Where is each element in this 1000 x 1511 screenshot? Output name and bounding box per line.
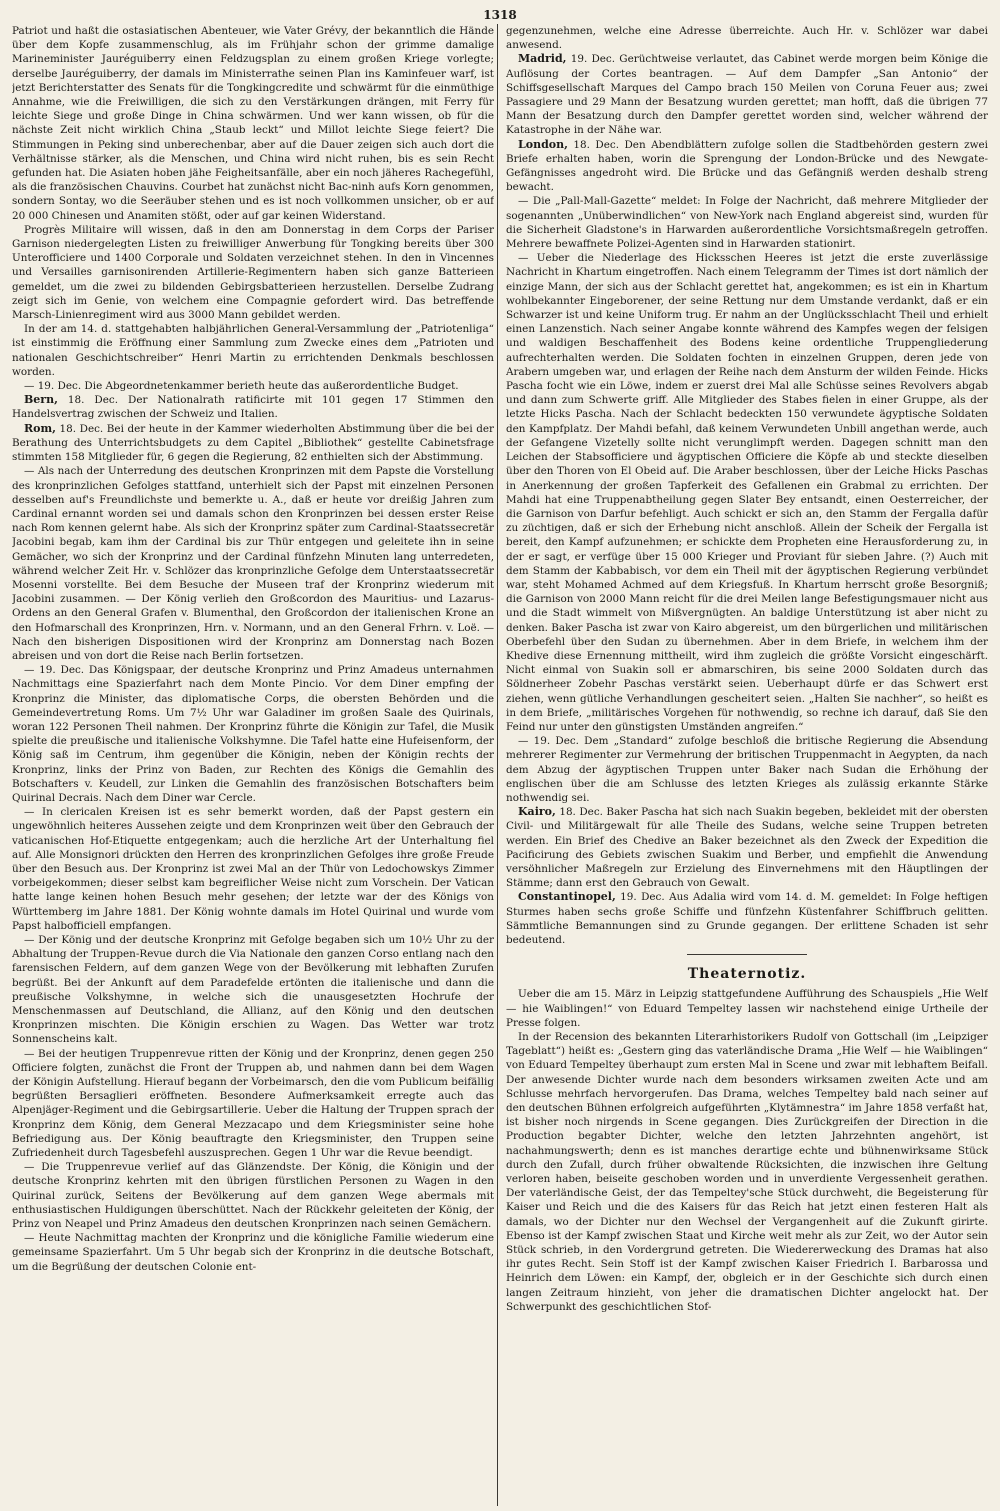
article-paragraph [12, 1160, 494, 1231]
paragraph-text: Progrès Militaire will wissen, daß in den am Donnerstag in dem Corps der Pariser Garnison niedergelegten Listen zu freiwilliger Anwerbung für Tongking bereits über 300 Unterofficiere und 1400 Corporale und Soldaten verzeichnet stehen. In den in Vincennes und Versailles garnisonirenden Artillerie-Regimentern haben sich ganze Batterieen gemeldet, um die zwei zu bildenden Gebirgsbatterieen herzustellen. Derselbe Zudrang zeigt sich im Genie, von welchem eine Compagnie gefordert wird. Das betreffende Marsch-Linienregiment wird aus 3000 Mann gebildet werden. [12, 223, 494, 322]
paragraph-text: 19. Dec. Gerüchtweise verlautet, das Cabinet werde morgen beim Könige die Auflösung der Cortes beantragen. — Auf dem Dampfer „San Antonio“ der Schiffsgesellschaft Marques del Campo brach 150 Meilen von Coruna Feuer aus; zwei Passagiere und 29 Mann der Besatzung wurden gerettet; man hofft, daß die übrigen 77 Mann der Besatzung durch den Dampfer gerettet worden sind, welcher während der Katastrophe in der Nähe war. [506, 53, 988, 137]
article-paragraph [12, 223, 494, 322]
article-paragraph [506, 805, 988, 890]
dateline: Kairo, [518, 805, 556, 819]
paragraph-text: — Bei der heutigen Truppenrevue ritten der König und der Kronprinz, denen gegen 250 Officiere folgten, zunächst die Front der Truppen ab, und nahmen dann bei dem Wagen der Königin Aufstellung. Hierauf begann der Vorbeimarsch, den die vom Publicum beifällig begrüßten Bersaglieri eröffneten. Besondere Aufmerksamkeit erregte auch das Alpenjäger-Regiment und die Gebirgsartillerie. Ueber die Haltung der Truppen sprach der Kronprinz dem König, dem General Mezzacapo und dem Kriegsminister seine hohe Befriedigung aus. Der König beauftragte den Kriegsminister, den Truppen seine Zufriedenheit durch Tagesbefehl auszusprechen. Gegen 1 Uhr war die Revue beendigt. [12, 1047, 494, 1160]
paragraph-text: Patriot und haßt die ostasiatischen Abenteuer, wie Vater Grévy, der bekanntlich die Hände über dem Kopfe zusammenschlug, als im Frühjahr schon der grimme damalige Marineminister Jauréguiberry einen Feldzugsplan zu einem großen Kriege vorlegte; derselbe Jauréguiberry, der damals im Ministerrathe seinen Plan ins Kaminfeuer warf, ist jetzt Berichterstatter des Senats für die Tongkingcredite und schwärmt für die einmüthige Annahme, wie die Freiwilligen, die sich zu den Verstärkungen drängen, mit Ferry für leichte Siege und große Dinge in China schwärmen. Und wer kann wissen, ob für die nächste Zeit nicht wirklich China „Staub leckt“ und Millot leichte Siege feiert? Die Stimmungen in Peking sind unberechenbar, aber auf die Dauer zeigen sich auch dort die Verhältnisse stärker, als die Menschen, und China wird nicht ruhen, bis es sein Recht gefunden hat. Die Asiaten hoben jähe Feigheitsanfälle, aber ein noch jäheres Rachegefühl, als die französischen Chauvins. Courbet hat zunächst nicht Bac-ninh aufs Korn genommen, sondern Sontay, wo die Seeräuber stehen und es ist noch vollkommen unsicher, ob er auf 20 000 Chinesen und Anamiten stößt, oder auf gar keinen Widerstand. [12, 25, 494, 222]
article-paragraph [12, 24, 494, 223]
section-separator [506, 951, 988, 957]
article-paragraph [12, 322, 494, 379]
article-paragraph [12, 464, 494, 663]
article-paragraph [506, 251, 988, 734]
paragraph-text: — 19. Dec. Die Abgeordnetenkammer berieth heute das außerordentliche Budget. [24, 380, 459, 393]
article-paragraph [12, 663, 494, 805]
article-paragraph [12, 379, 494, 393]
paragraph-text: — Die Truppenrevue verlief auf das Glänzendste. Der König, die Königin und der deutsche Kronprinz kehrten mit den übrigen fürstlichen Personen zu Wagen in den Quirinal zurück, Seitens der Bevölkerung auf dem ganzen Wege abermals mit enthusiastischen Huldigungen überschüttet. Nach der Rückkehr geleiteten der König, der Prinz von Neapel und Prinz Amadeus den deutschen Kronprinzen nach seinen Gemächern. [12, 1161, 494, 1231]
article-paragraph [12, 805, 494, 933]
paragraph-text: — Die „Pall-Mall-Gazette“ meldet: In Folge der Nachricht, daß mehrere Mitglieder der sogenannten „Unüberwindlichen“ von New-York nach England abgereist sind, wurden für die Sicherheit Gladstone's in Harwarden außerordentliche Vorsichtsmaßregeln getroffen. Mehrere bewaffnete Polizei-Agenten sind in Harwarden stationirt. [506, 195, 988, 251]
paragraph-text: — Ueber die Niederlage des Hicksschen Heeres ist jetzt die erste zuverlässige Nachricht in Khartum eingetroffen. Nach einem Telegramm der Times ist dort nämlich der einzige Mann, der sich aus der Schlacht gerettet hat, angekommen; es ist ein in Khartum wohlbekannter Eingeborener, der seine Rettung nur dem Umstande verdankt, daß er ein Schwarzer ist und keine Uniform trug. Er nahm an der Unglücksschlacht Theil und erhielt einen Lanzenstich. Nach seiner Angabe konnte während des Kampfes wegen der felsigen und waldigen Beschaffenheit des Bodens keine ordentliche Truppengliederung aufrechterhalten werden. Die Soldaten fochten in einzelnen Gruppen, deren jede von Arabern umgeben war, und erlagen der Reihe nach dem Ansturm der wilden Feinde. Hicks Pascha focht wie ein Löwe, indem er zuerst drei Mal alle Schüsse seines Revolvers abgab und dann zum Schwerte griff. Alle Mitglieder des Stabes fielen in einer Gruppe, als der letzte Hicks Pascha. Nach der Schlacht bedeckten 150 verwundete ägyptische Soldaten den Kampfplatz. Der Mahdi befahl, daß keinem Verwundeten Unbill angethan werde, auch der Gefangene Vizetelly sollte nicht verunglimpft werden. Dagegen schnitt man den Leichen der Stabsofficiere und ägyptischen Officiere die Köpfe ab und steckte dieselben über den Thoren von El Obeid auf. Die Araber beschlossen, über der Leiche Hicks Paschas in Anerkennung der großen Tapferkeit des Gefallenen ein Grabmal zu errichten. Der Mahdi hat eine Truppenabtheilung gegen Slater Bey entsandt, einen Oesterreicher, der die Garnison von Darfur befehligt. Auch schickt er sich an, den Stamm der Fergalla dafür zu züchtigen, daß er sich der Erhebung nicht anschloß. Allein der Scheik der Fergalla ist bereit, den Kampf aufzunehmen; er schickte dem Propheten eine Herausforderung zu, in der er sagt, er verfüge über 15 000 Krieger und Proviant für sieben Jahre. (?) Auch mit dem Stamm der Kabbabisch, vor dem ein Theil mit der ägyptischen Regierung verbündet war, steht Mohamed Achmed auf dem Kriegsfuß. In Khartum herrscht große Besorgniß; die Garnison von 2000 Mann reicht für die drei Meilen lange Befestigungsmauer nicht aus und die Stadt wimmelt von Mißvergnügten. An baldige Unterstützung ist aber nicht zu denken. Baker Pascha ist zwar von Kairo abgereist, um den bürgerlichen und militärischen Oberbefehl über den Sudan zu übernehmen. Aber in dem Briefe, in welchem ihm der Khedive diese Ernennung mittheilt, wird ihm zugleich die größte Vorsicht eingeschärft. Nicht einmal von Suakin soll er abmarschiren, bis seine 2000 Soldaten durch das Söldnerheer Zobehr Paschas verstärkt seien. Ueberhaupt dürfe er das Schwert erst ziehen, wenn gütliche Verhandlungen gescheitert seien. „Halten Sie nachher“, so heißt es in dem Briefe, „militärisches Vorgehen für nothwendig, so rechne ich darauf, daß Sie den Feind nur unter den günstigsten Umständen angreifen.“ [506, 252, 988, 733]
article-paragraph [506, 194, 988, 251]
paragraph-text: — Als nach der Unterredung des deutschen Kronprinzen mit dem Papste die Vorstellung des kronprinzlichen Gefolges stattfand, unterhielt sich der Papst mit einzelnen Personen desselben auf's Freundlichste und bemerkte u. A., daß er heute vor dreißig Jahren zum Cardinal ernannt worden sei und damals schon den Kronprinzen bei dessen erster Reise nach Rom kennen gelernt habe. Als sich der Kronprinz später zum Cardinal-Staatssecretär Jacobini begab, kam ihm der Cardinal bis zur Thür entgegen und geleitete ihn in seine Gemächer, wo sich der Kronprinz und der Cardinal fünfzehn Minuten lang unterredeten, während welcher Zeit Hr. v. Schlözer das kronprinzliche Gefolge dem Unterstaatssecretär Mosenni vorstellte. Bei dem Besuche der Museen traf der Kronprinz wiederum mit Jacobini zusammen. — Der König verlieh den Großcordon des Mauritius- und Lazarus-Ordens an den General Grafen v. Blumenthal, den Großcordon der italienischen Krone an den Hofmarschall des Kronprinzen, Hrn. v. Normann, und an den General Frhrn. v. Loë. — Nach den bisherigen Dispositionen wird der Kronprinz am Donnerstag nach Bozen abreisen und von dort die Reise nach Berlin fortsetzen. [12, 465, 494, 662]
article-paragraph [12, 1047, 494, 1161]
paragraph-text: gegenzunehmen, welche eine Adresse überreichte. Auch Hr. v. Schlözer war dabei anwesend. [506, 25, 988, 52]
article-paragraph [506, 1030, 988, 1314]
article-paragraph [12, 933, 494, 1047]
paragraph-text: In der Recension des bekannten Literarhistorikers Rudolf von Gottschall (im „Leipziger Tageblatt“) heißt es: „Gestern ging das vaterländische Drama „Hie Welf — hie Waiblingen“ von Eduard Tempeltey überhaupt zum ersten Mal in Scene und zwar mit lebhaftem Beifall. Der anwesende Dichter wurde nach dem besonders wirksamen zweiten Acte und am Schlusse mehrfach hervorgerufen. Das Drama, welches Tempeltey bald nach seiner auf den deutschen Bühnen erfolgreich aufgeführten „Klytämnestra“ im Jahre 1858 verfaßt hat, ist bisher noch nirgends in Scene gegangen. Dies Zurückgreifen der Direction in die Production begabter Dichter, welche den letzten Jahrzehnten angehört, ist nachahmungswerth; denn es ist manches derartige echte und bühnenwirksame Stück durch den Zufall, durch früher obwaltende Rücksichten, die inzwischen ihre Geltung verloren haben, beiseite geschoben worden und in unverdiente Vergessenheit gerathen. Der vaterländische Geist, der das Tempeltey'sche Stück durchweht, die Begeisterung für Kaiser und Reich und die des Kaisers für das Reich hat jetzt einen festeren Halt als damals, wo der Dichter nur den Wechsel der Vergangenheit auf die Zukunft girirte. Ebenso ist der Kampf zwischen Staat und Kirche weit mehr als zur Zeit, wo der Autor sein Stück schrieb, in den Vordergrund getreten. Die Wiedererweckung des Dramas hat also ihr gutes Recht. Sein Stoff ist der Kampf zwischen Kaiser Friedrich I. Barbarossa und Heinrich dem Löwen: ein Kampf, der, obgleich er in der Geschichte sich durch einen langen Zeitraum hinzieht, von jeher die dramatischen Dichter angelockt hat. Der Schwerpunkt des geschichtlichen Stof- [506, 1031, 988, 1313]
paragraph-text: — Heute Nachmittag machten der Kronprinz und die königliche Familie wiederum eine gemeinsame Spazierfahrt. Um 5 Uhr begab sich der Kronprinz in die deutsche Botschaft, um die Begrüßung der deutschen Colonie ent- [12, 1232, 494, 1273]
dateline: Rom, [24, 421, 56, 435]
dateline: Madrid, [518, 52, 567, 66]
dateline: Bern, [24, 393, 58, 407]
paragraph-text: In der am 14. d. stattgehabten halbjährlichen General-Versammlung der „Patriotenliga“ ist einstimmig die Eröffnung einer Sammlung zum Zwecke eines dem „Patrioten und nationalen Geschichtschreiber“ Henri Martin zu errichtenden Denkmals beschlossen worden. [12, 323, 494, 378]
page-number: 1318 [483, 8, 517, 22]
left-column [12, 24, 494, 1506]
article-paragraph [506, 52, 988, 137]
paragraph-text: — In clericalen Kreisen ist es sehr bemerkt worden, daß der Papst gestern ein ungewöhnlich heiteres Aussehen zeigte und dem Kronprinzen weit über den Gebrauch der vaticanischen Hof-Etiquette entgegenkam; auch die herzliche Art der Unterhaltung fiel auf. Alle Monsignori drückten den Herren des kronprinzlichen Gefolges ihre große Freude über den Besuch aus. Der Kronprinz ist zwei Mal an der Thür von Ledochowskys Zimmer vorbeigekommen; dieser selbst kam begreiflicher Weise nicht zum Vorschein. Der Vatican hatte lange keinen hohen Besuch mehr gesehen; der letzte war der des Königs von Württemberg im Jahre 1881. Der König wohnte damals im Hotel Quirinal und wurde vom Papst halbofficiell empfangen. [12, 806, 494, 932]
paragraph-text: 18. Dec. Den Abendblättern zufolge sollen die Stadtbehörden gestern zwei Briefe erhalten haben, worin die Sprengung der London-Brücke und des Newgate-Gefängnisses angedroht wird. Die Brücke und das Gefängniß werden deshalb streng bewacht. [506, 138, 988, 194]
right-column [506, 24, 988, 1506]
paragraph-text: — Der König und der deutsche Kronprinz mit Gefolge begaben sich um 10½ Uhr zu der Abhaltung der Truppen-Revue durch die Via Nationale den ganzen Corso entlang nach den farensischen Feldern, auf dem ganzen Wege von der Bevölkerung mit lebhaften Zurufen begrüßt. Bei der Ankunft auf dem Paradefelde ertönten die italienische und dann die preußische Volkshymne, in welche sich die unausgesetzten Hochrufe der Menschenmassen auf Deutschland, die Allianz, auf den König und den deutschen Kronprinzen mischten. Die Königin erschien zu Wagen. Das Wetter war trotz Sonnenscheins kalt. [12, 934, 494, 1046]
paragraph-text: 18. Dec. Der Nationalrath ratificirte mit 101 gegen 17 Stimmen den Handelsvertrag zwischen der Schweiz und Italien. [12, 394, 494, 421]
paragraph-text: 19. Dec. Aus Adalia wird vom 14. d. M. gemeldet: In Folge heftigen Sturmes haben sechs große Schiffe und fünfzehn Küstenfahrer Schiffbruch gelitten. Sämmtliche Bemannungen sind zu Grunde gegangen. Der erlittene Schaden ist sehr bedeutend. [506, 891, 988, 946]
paragraph-text: — 19. Dec. Dem „Standard“ zufolge beschloß die britische Regierung die Absendung mehrerer Regimenter zur Vermehrung der britischen Truppenmacht in Aegypten, da nach dem Abzug der ägyptischen Truppen unter Baker nach Sudan die Erhöhung der englischen über die am Schlusse des letzten Krieges als zulässig erkannte Stärke nothwendig sei. [506, 735, 988, 804]
article-paragraph [12, 422, 494, 465]
dateline: Constantinopel, [518, 890, 616, 904]
column-rule [497, 24, 498, 1506]
article-paragraph [506, 24, 988, 52]
article-paragraph [506, 890, 988, 947]
article-paragraph [506, 987, 988, 1030]
article-paragraph [12, 393, 494, 421]
article-paragraph [506, 138, 988, 195]
paragraph-text: — 19. Dec. Das Königspaar, der deutsche Kronprinz und Prinz Amadeus unternahmen Nachmittags eine Spazierfahrt nach dem Monte Pincio. Vor dem Diner empfing der Kronprinz die Minister, das diplomatische Corps, die obersten Behörden und die Gemeindevertretung Roms. Um 7½ Uhr war Galadiner im großen Saale des Quirinals, woran 122 Personen Theil nahmen. Der Kronprinz führte die Königin zur Tafel, die Musik spielte die preußische und italienische Volkshymne. Die Tafel hatte eine Hufeisenform, der König saß im Centrum, ihm gegenüber die Königin, neben der Königin rechts der Kronprinz, links der Prinz von Baden, zur Rechten des Königs die Gemahlin des Botschafters v. Keudell, zur Linken die Gemahlin des französischen Botschafters beim Quirinal Decrais. Nach dem Diner war Cercle. [12, 664, 494, 804]
section-heading: Theaternotiz. [687, 966, 807, 983]
article-paragraph [506, 734, 988, 805]
paragraph-text: 18. Dec. Bei der heute in der Kammer wiederholten Abstimmung über die bei der Berathung des Unterrichtsbudgets zu dem Capitel „Bibliothek“ gestellte Cabinetsfrage stimmten 158 Mitglieder für, 6 gegen die Regierung, 82 enthielten sich der Abstimmung. [12, 422, 494, 464]
article-paragraph [12, 1231, 494, 1274]
paragraph-text: 18. Dec. Baker Pascha hat sich nach Suakin begeben, bekleidet mit der obersten Civil- und Militärgewalt für alle Theile des Sudans, welche seine Truppen betreten werden. Ein Brief des Chedive an Baker bezeichnet als den Zweck der Expedition die Pacificirung des Gebiets zwischen Suakim und Berber, und empfiehlt die Anwendung versöhnlicher Maßregeln zur Erzielung des Einvernehmens mit den Häuptlingen der Stämme; dann erst den Gebrauch von Gewalt. [506, 806, 988, 890]
paragraph-text: Ueber die am 15. März in Leipzig stattgefundene Aufführung des Schauspiels „Hie Welf — hie Waiblingen!“ von Eduard Tempeltey lassen wir nachstehend einige Urtheile der Presse folgen. [506, 988, 988, 1029]
dateline: London, [518, 137, 568, 151]
